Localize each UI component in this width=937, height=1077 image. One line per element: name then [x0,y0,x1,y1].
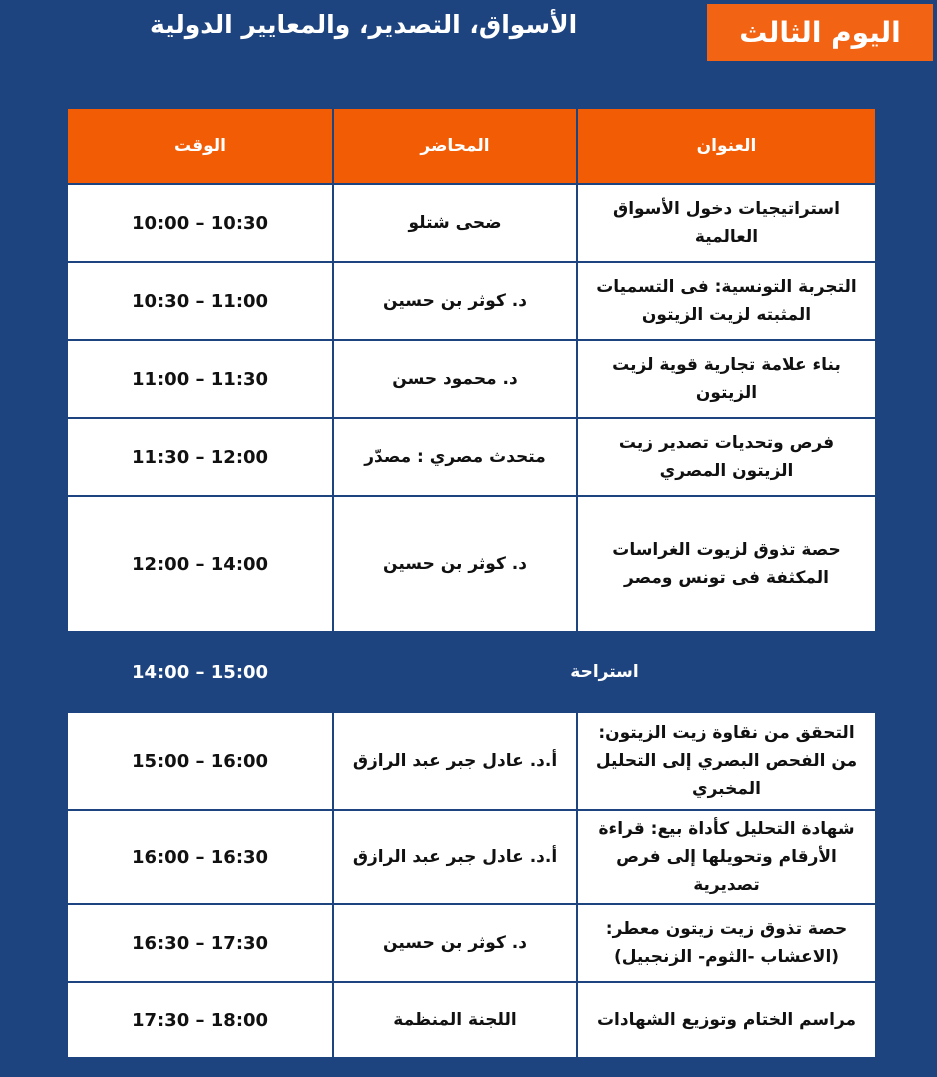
session-title: حصة تذوق زيت زيتون معطر: (الاعشاب -الثوم- الزنجبيل) [577,904,876,982]
table-row [67,418,876,496]
table-row [67,904,876,982]
session-time: 10:30 – 11:00 [67,262,333,340]
table-row [67,184,876,262]
header-speaker: المحاضر [333,108,577,184]
session-time: 17:30 – 18:00 [67,982,333,1058]
day-label-badge [707,4,933,61]
session-speaker: متحدث مصري : مصدّر [333,418,577,496]
session-title: استراتيجيات دخول الأسواق العالمية [577,184,876,262]
table-row [67,262,876,340]
session-time: 16:00 – 16:30 [67,810,333,904]
session-title: بناء علامة تجارية قوية لزيت الزيتون [577,340,876,418]
day-label: اليوم الثالث [739,16,901,49]
session-speaker: ضحى شتلو [333,184,577,262]
break-time: 14:00 – 15:00 [67,632,333,712]
session-time: 15:00 – 16:00 [67,712,333,810]
session-title: فرص وتحديات تصدير زيت الزيتون المصري [577,418,876,496]
session-time: 11:30 – 12:00 [67,418,333,496]
session-speaker: د. كوثر بن حسين [333,262,577,340]
header-time: الوقت [67,108,333,184]
break-row [67,632,876,712]
header-title: العنوان [577,108,876,184]
session-speaker: اللجنة المنظمة [333,982,577,1058]
session-title: مراسم الختام وتوزيع الشهادات [577,982,876,1058]
table-row [67,340,876,418]
session-speaker: د. كوثر بن حسين [333,904,577,982]
table-row [67,712,876,810]
session-title: التجربة التونسية: فى التسميات المثبته لزيت الزيتون [577,262,876,340]
session-title: حصة تذوق لزيوت الغراسات المكثفة فى تونس ومصر [577,496,876,632]
session-time: 12:00 – 14:00 [67,496,333,632]
session-title: التحقق من نقاوة زيت الزيتون: من الفحص البصري إلى التحليل المخبري [577,712,876,810]
session-speaker: د. محمود حسن [333,340,577,418]
table-row [67,810,876,904]
schedule-table [66,107,877,1059]
session-time: 10:00 – 10:30 [67,184,333,262]
session-time: 11:00 – 11:30 [67,340,333,418]
table-row [67,982,876,1058]
session-speaker: أ.د. عادل جبر عبد الرازق [333,712,577,810]
table-header-row [67,108,876,184]
table-row [67,496,876,632]
session-speaker: د. كوثر بن حسين [333,496,577,632]
break-label: استراحة [333,632,876,712]
page-title: الأسواق، التصدير، والمعايير الدولية [150,9,578,39]
session-time: 16:30 – 17:30 [67,904,333,982]
session-title: شهادة التحليل كأداة بيع: قراءة الأرقام وتحويلها إلى فرص تصديرية [577,810,876,904]
session-speaker: أ.د. عادل جبر عبد الرازق [333,810,577,904]
